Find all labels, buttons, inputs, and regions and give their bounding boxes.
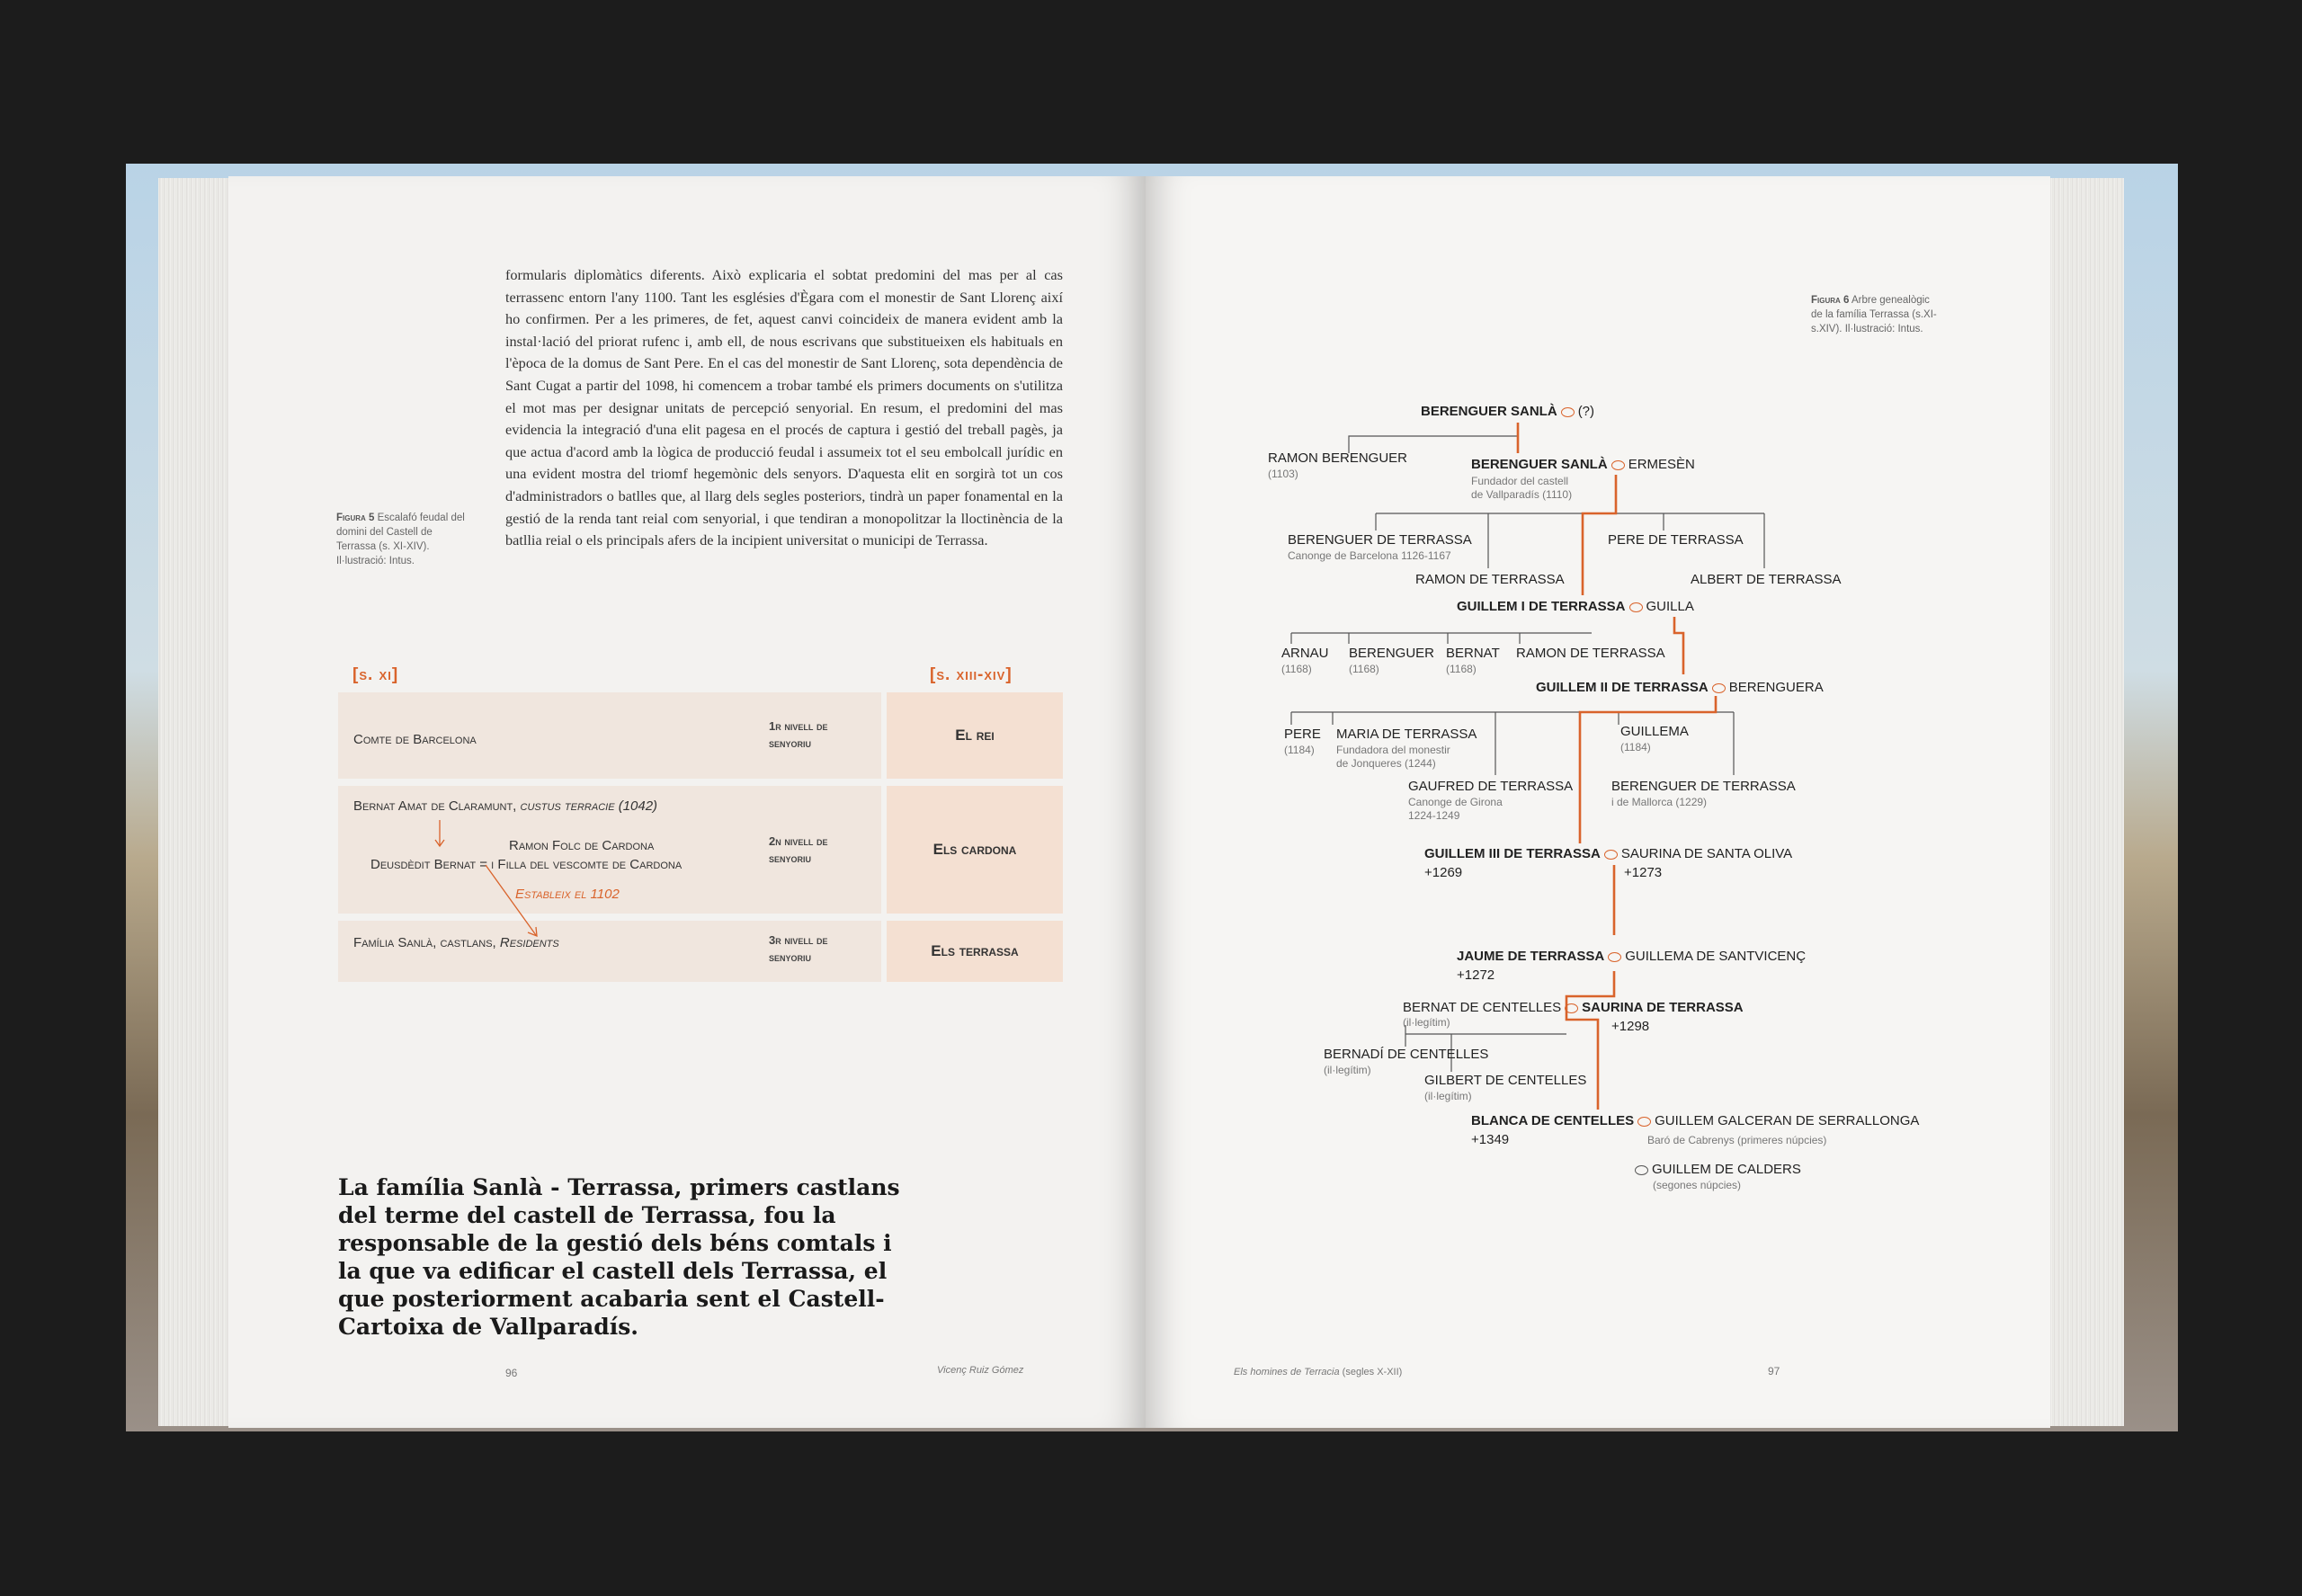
n13-spouse: BERENGUERA [1728,680,1824,695]
row-2-level: 2n nivell de senyoriu [769,834,828,865]
tree-node-bernadi-de-centelles: BERNADÍ DE CENTELLES [1324,1047,1489,1062]
n10-sub: (1168) [1349,663,1379,675]
tree-node-berenguer-de-terrassa-1: BERENGUER DE TERRASSA [1288,532,1472,548]
tree-node-gaufred-de-terrassa: GAUFRED DE TERRASSA [1408,779,1574,794]
n15-sub-1: Fundadora del monestir [1336,744,1450,756]
marriage-icon [1611,460,1625,470]
tree-node-pere: PERE [1284,727,1321,742]
n1-unknown: (?) [1577,404,1595,419]
tree-node-ramon-berenguer: RAMON BERENGUER [1268,450,1408,466]
table-head-left: [s. xi] [352,665,399,684]
left-running-author: Vicenç Ruiz Gómez [937,1365,1024,1376]
tree-node-bernat-de-centelles [1403,1000,1744,1016]
figure-6-text: Arbre genealògic de la família Terrassa (s.XI-s.XIV). Il·lustració: Intus. [1811,295,1937,334]
tree-node-maria-de-terrassa: MARIA DE TERRASSA [1336,727,1477,742]
tree-node-albert-de-terrassa: ALBERT DE TERRASSA [1691,572,1842,587]
n24-death: +1349 [1471,1132,1510,1147]
n8-spouse: GUILLA [1646,599,1694,614]
row-2-line-1-text: Bernat Amat de Claramunt, [353,798,517,814]
marriage-icon [1629,602,1643,612]
n8-name: GUILLEM I DE TERRASSA [1457,599,1626,614]
n24-spouse: GUILLEM GALCERAN DE SERRALLONGA [1655,1113,1920,1128]
marriage-icon [1604,850,1618,860]
n3-name: BERENGUER SANLÀ [1471,457,1608,472]
n2-sub: (1103) [1268,468,1298,480]
n18-sub: i de Mallorca (1229) [1611,796,1708,808]
tree-node-jaume-de-terrassa [1457,949,1806,965]
n3-sub-1: Fundador del castell [1471,475,1569,487]
row-2-line-2: Ramon Folc de Cardona [509,838,655,853]
tree-node-berenguer-sanla-2 [1471,457,1695,473]
tree-node-guillem-i [1457,599,1694,615]
row-3-left-italic: Residents [499,935,559,950]
n25-name: GUILLEM DE CALDERS [1652,1162,1801,1177]
body-paragraph: formularis diplomàtics diferents. Això explicaria el sobtat predomini del mas per al cas terrassenc entorn l'any 1100. Tant les esglésies d'Ègara com el monestir de Sant Llorenç així ho confirmen. Per a les primeres, de fet, aquest canvi coincideix de manera evident amb la instal·lació del priorat rufenc i, amb ell, de nous escrivans que substitueixen els habituals en l'època de la domus de Sant Pere. En el cas del monestir de Sant Llorenç, sota dependència de Sant Cugat a partir del 1098, hi comencem a trobar també els primers documents on s'utilitza el mot mas per designar unitats de percepció senyorial. En resum, el predomini del mas evidencia la integració d'una elit pagesa en el procés de captura i gestió del treball pagès, ja que actua d'acord amb la lògica de producció feudal i assumeix tot el seu embolcall jurídic en una evident mostra del triomf hegemònic dels senyors. D'aquesta elit en sorgirà tot un cos d'administradors o batlles que, al llarg dels segles posteriors, tindrà un paper fonamental en la gestió de la renda tant reial com senyorial, i que tendiran a monopolitzar la lloctinència de la batllia reial o els principals afers de la incipient universitat o municipi de Terrassa. [505,266,1063,549]
tree-node-pere-de-terrassa: PERE DE TERRASSA [1608,532,1744,548]
right-running-title [1234,1367,1402,1378]
tree-node-guillem-de-calders [1631,1162,1801,1178]
n21-name: BERNAT DE CENTELLES [1403,1000,1562,1015]
marriage-icon [1561,407,1575,417]
row-3-right: Els terrassa [887,921,1063,982]
n20-name: JAUME DE TERRASSA [1457,949,1605,964]
n19-name: GUILLEM III DE TERRASSA [1424,846,1601,861]
n13-name: GUILLEM II DE TERRASSA [1536,680,1709,695]
running-title-main: Els homines de Terracia [1234,1367,1340,1378]
table-head-right: [s. xiii-xiv] [930,665,1013,684]
pull-quote: La família Sanlà - Terrassa, primers castlans del terme del castell de Terrassa, fou la responsable de la gestió dels béns comtals i la que va edificar el castell dels Terrassa, el que posteriorment acabaria sent el Castell-Cartoixa de Vallparadís. [338,1174,900,1340]
n19-death: +1269 [1424,865,1463,880]
right-page-number: 97 [1768,1365,1780,1378]
tree-node-ramon-de-terrassa-1: RAMON DE TERRASSA [1415,572,1565,587]
n1-name: BERENGUER SANLÀ [1421,404,1557,419]
tree-node-berenguer-de-terrassa-2: BERENGUER DE TERRASSA [1611,779,1796,794]
n20-spouse: GUILLEMA DE SANTVICENÇ [1625,949,1807,964]
n17-sub-2: 1224-1249 [1408,809,1460,822]
row-1-right: El rei [887,692,1063,779]
figure-5-text: Escalafó feudal del domini del Castell de Terrassa (s. XI-XIV). Il·lustració: Intus. [336,513,465,566]
row-2-note: Estableix el 1102 [515,887,620,902]
row-2-line-3: Deusdèdit Bernat = i Filla del vescomte de Cardona [370,857,683,872]
row-1-level: 1r nivell de senyoriu [769,719,828,750]
tree-node-guillem-iii [1424,846,1792,862]
n21-spouse: SAURINA DE TERRASSA [1582,1000,1744,1015]
tree-node-guillema: GUILLEMA [1620,724,1689,739]
n3-spouse: ERMESÈN [1628,457,1695,472]
tree-node-ramon-de-terrassa-2: RAMON DE TERRASSA [1516,646,1665,661]
row-3-left-text: Família Sanlà, castlans, [353,935,496,950]
left-page-number: 96 [505,1367,518,1379]
n4-sub: Canonge de Barcelona 1126-1167 [1288,549,1451,562]
n15-sub-2: de Jonqueres (1244) [1336,757,1436,770]
marriage-icon [1565,1003,1578,1013]
row-2-line-1-italic: custus terracie (1042) [520,798,658,814]
tree-node-gilbert-de-centelles: GILBERT DE CENTELLES [1424,1073,1587,1088]
row-1-left: Comte de Barcelona [353,732,477,747]
n22-sub: (il·legítim) [1324,1064,1371,1076]
n24-spouse-sub: Baró de Cabrenys (primeres núpcies) [1647,1134,1827,1146]
n23-sub: (il·legítim) [1424,1090,1472,1102]
tree-node-berenguer: BERENGUER [1349,646,1435,661]
marriage-icon [1712,683,1726,693]
n21-sub: (il·legítim) [1403,1016,1450,1029]
n9-sub: (1168) [1281,663,1312,675]
tree-node-blanca-de-centelles [1471,1113,1919,1129]
marriage-icon [1637,1117,1651,1127]
tree-node-berenguer-sanla-1 [1421,404,1594,420]
running-title-tail: (segles X-XII) [1342,1367,1403,1378]
n25-sub: (segones núpcies) [1653,1179,1742,1191]
marriage-icon [1608,952,1621,962]
n17-sub-1: Canonge de Girona [1408,796,1503,808]
figure-5-label: Figura 5 [336,513,375,523]
figure-6-label: Figura 6 [1811,295,1850,306]
marriage-icon [1635,1165,1648,1175]
row-2-right: Els cardona [887,786,1063,914]
n14-sub: (1184) [1284,744,1315,756]
tree-node-arnau: ARNAU [1281,646,1329,661]
n21-spouse-death: +1298 [1611,1019,1650,1034]
n11-sub: (1168) [1446,663,1477,675]
tree-node-guillem-ii [1536,680,1824,696]
n24-name: BLANCA DE CENTELLES [1471,1113,1635,1128]
n3-sub-2: de Vallparadís (1110) [1471,488,1573,501]
n16-sub: (1184) [1620,741,1651,753]
row-3-level: 3r nivell de senyoriu [769,933,828,964]
n20-death: +1272 [1457,967,1495,983]
n19-spouse-death: +1273 [1624,865,1663,880]
n19-spouse: SAURINA DE SANTA OLIVA [1620,846,1793,861]
tree-node-bernat: BERNAT [1446,646,1500,661]
